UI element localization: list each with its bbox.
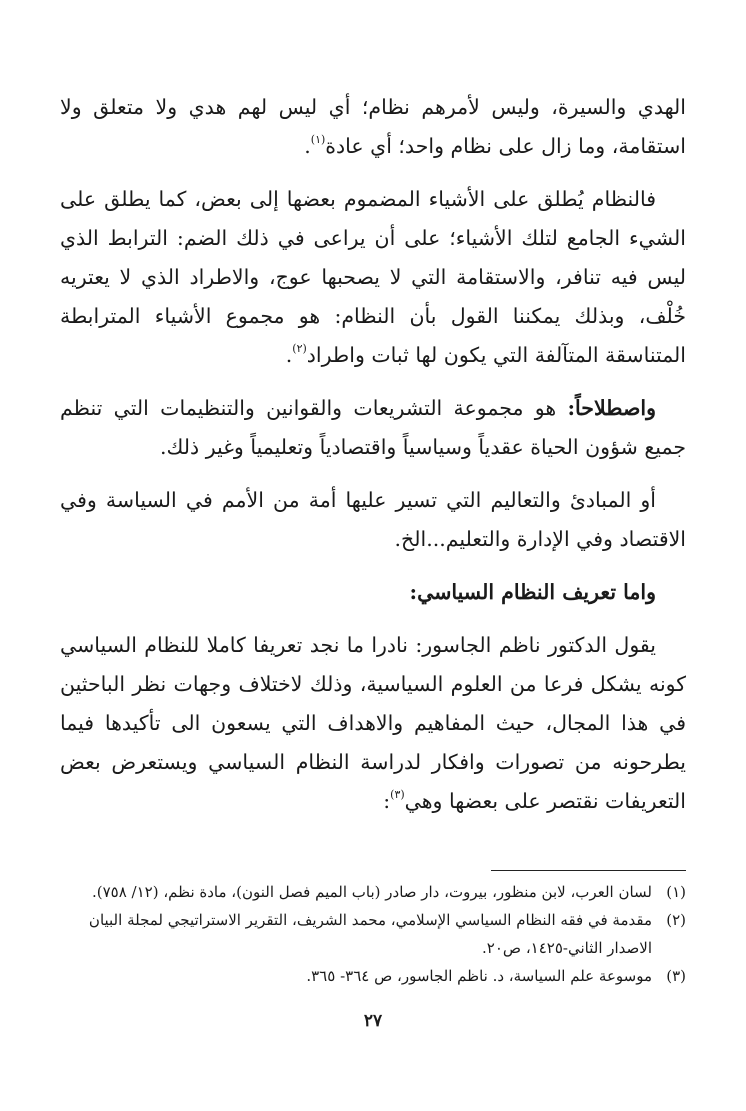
paragraph-2-tail: . (285, 343, 293, 367)
paragraph-1-text: الهدي والسيرة، وليس لأمرهم نظام؛ أي ليس لهم هدي ولا متعلق ولا استقامة، وما زال على نظام واحد؛ أي عادة (60, 95, 686, 158)
section-heading: واما تعريف النظام السياسي: (409, 580, 656, 604)
footnote-3 (62, 962, 686, 990)
paragraph-2-text: فالنظام يُطلق على الأشياء المضموم بعضها إلى بعض، كما يطلق على الشيء الجامع لتلك الأشياء؛ على أن يراعى في ذلك الضم: الترابط الذي ليس فيه تنافر، والاستقامة التي لا يصحبها عوج، والاطراد الذي لا يعتريه خُلْف، وبذلك يمكننا القول بأن النظام: هو مجموع الأشياء المترابطة المتناسقة المتآلفة التي يكون لها ثبات واطراد (60, 187, 686, 367)
footnote-ref-3: (٣) (390, 788, 405, 801)
paragraph-5-text: يقول الدكتور ناظم الجاسور: نادرا ما نجد تعريفا كاملا للنظام السياسي كونه يشكل فرعا من العلوم السياسية، وذلك لاختلاف وجهات نظر الباحثين في هذا المجال، حيث المفاهيم والاهداف التي يسعون الى تأكيدها فيما يطرحونه من تصورات وافكار لدراسة النظام السياسي ويستعرض بعض التعريفات نقتصر على بعضها وهي (60, 633, 686, 813)
footnote-1 (62, 878, 686, 906)
footnote-1-text: لسان العرب، لابن منظور، بيروت، دار صادر (باب الميم فصل النون)، مادة نظم، (١٢/ ٧٥٨). (91, 883, 652, 901)
footnote-ref-1: (١) (310, 133, 326, 146)
footnote-1-number: (١) (666, 883, 686, 901)
footnote-2 (62, 906, 686, 962)
paragraph-3-text: هو مجموعة التشريعات والقوانين والتنظيمات التي تنظم جميع شؤون الحياة عقدياً وسياسياً واقتصادياً وتعليمياً وغير ذلك. (60, 396, 686, 459)
paragraph-5-tail: : (383, 789, 391, 813)
paragraph-4 (60, 481, 686, 559)
paragraph-1-tail: . (304, 134, 311, 158)
page-number: ٢٧ (363, 1011, 383, 1031)
footnotes (62, 878, 686, 990)
paragraph-5 (60, 626, 686, 821)
footnote-3-text: موسوعة علم السياسة، د. ناظم الجاسور، ص ٣٦٤- ٣٦٥. (306, 967, 652, 985)
footnote-2-text: مقدمة في فقه النظام السياسي الإسلامي، محمد الشريف، التقرير الاستراتيجي لمجلة البيان الاصدار الثاني-١٤٢٥، ص٢٠. (88, 911, 652, 957)
term-lead: واصطلاحاً: (567, 396, 656, 420)
footnote-3-number: (٣) (666, 967, 686, 985)
paragraph-4-text: أو المبادئ والتعاليم التي تسير عليها أمة من الأمم في السياسة وفي الاقتصاد وفي الإدارة والتعليم...الخ. (60, 488, 686, 551)
footnote-divider (491, 870, 686, 871)
paragraph-3 (60, 389, 686, 467)
paragraph-1 (60, 88, 686, 166)
footnote-2-number: (٢) (666, 911, 686, 929)
footnote-ref-2: (٢) (292, 342, 307, 355)
paragraph-2 (60, 180, 686, 375)
